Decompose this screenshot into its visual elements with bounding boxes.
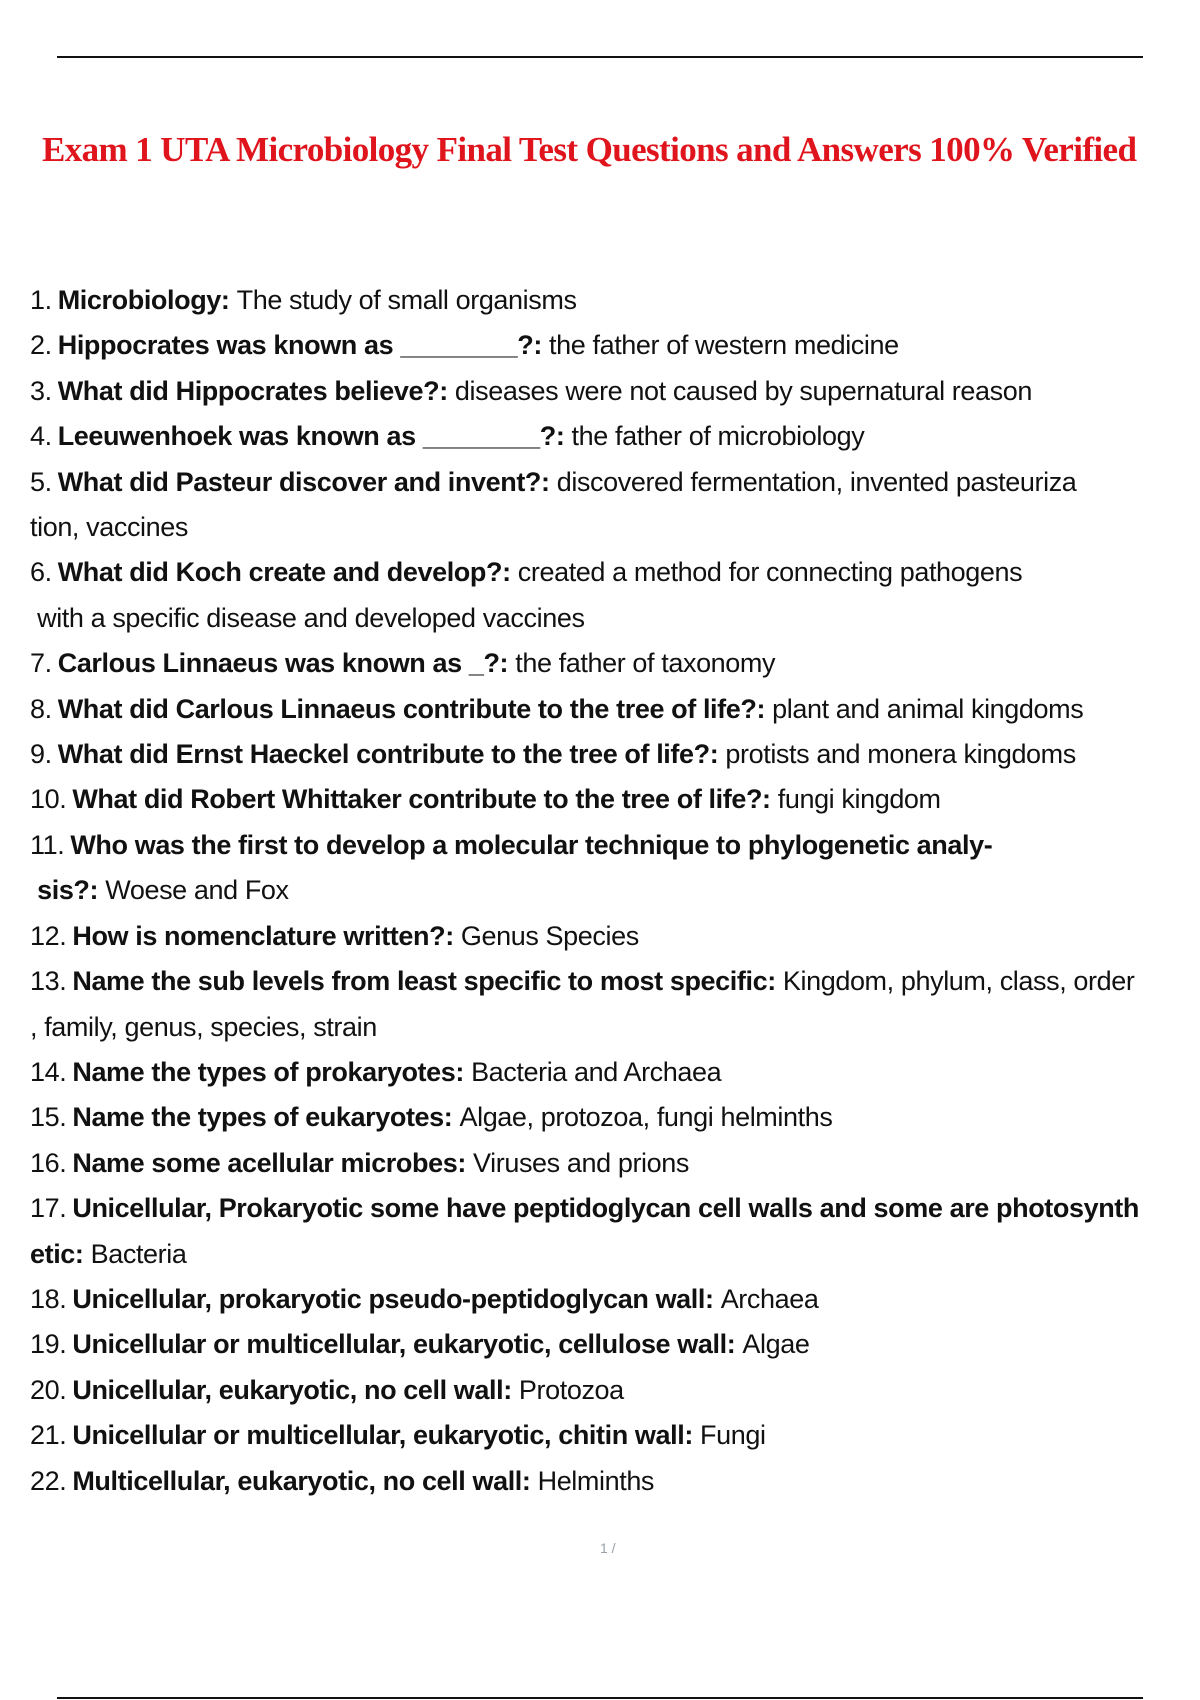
answer-text: Viruses and prions [473,1147,689,1178]
qa-item [30,1186,1195,1231]
item-number: 5. [30,466,52,497]
qa-item [30,687,1195,732]
question-text: Multicellular, eukaryotic, no cell wall: [72,1465,538,1496]
question-text: Carlous Linnaeus was known as _?: [57,648,516,679]
item-number: 7. [30,648,52,679]
qa-item [30,823,1195,868]
answer-text: Algae, protozoa, fungi helminths [459,1102,833,1133]
question-text: What did Hippocrates believe?: [57,375,455,406]
answer-text: discovered fermentation, invented pasteuriza [556,466,1077,497]
qa-list [30,278,1195,1504]
question-text: What did Ernst Haeckel contribute to the tree of life?: [57,739,726,770]
question-text: Hippocrates was known as ________?: [57,330,550,361]
answer-text: The study of small organisms [236,285,577,315]
item-number: 1. [30,285,52,315]
question-text: Who was the first to develop a molecular technique to phylogenetic analy- [70,829,993,860]
answer-text: with a specific disease and developed vaccines [30,602,585,633]
answer-text: Archaea [720,1283,819,1314]
answer-text: Genus Species [460,920,639,951]
answer-text: the father of western medicine [549,330,899,361]
qa-item [30,732,1195,777]
qa-item [30,1095,1195,1140]
qa-item-continuation [30,868,1195,913]
answer-text: , family, genus, species, strain [30,1011,377,1042]
qa-item [30,1141,1195,1186]
question-text: Name the types of eukaryotes: [72,1102,460,1133]
question-text: What did Pasteur discover and invent?: [57,466,557,497]
question-text: Leeuwenhoek was known as ________?: [57,421,572,452]
qa-item [30,1322,1195,1367]
bottom-rule [57,1697,1143,1699]
question-text: What did Carlous Linnaeus contribute to the tree of life?: [57,693,773,724]
answer-text: protists and monera kingdoms [725,739,1076,770]
qa-item [30,278,1195,323]
qa-item [30,460,1195,505]
qa-item [30,369,1195,414]
item-number: 17. [30,1193,67,1224]
qa-item [30,641,1195,686]
item-number: 11. [30,829,65,860]
qa-item [30,550,1195,595]
item-number: 9. [30,739,52,770]
question-text: Unicellular or multicellular, eukaryotic, cellulose wall: [72,1329,743,1360]
answer-text: tion, vaccines [30,512,188,543]
item-number: 13. [30,966,67,997]
answer-text: Fungi [700,1420,766,1451]
top-rule [57,56,1143,58]
answer-text: Helminths [537,1465,655,1496]
answer-text: plant and animal kingdoms [772,693,1084,724]
qa-item [30,1277,1195,1322]
question-text: What did Robert Whittaker contribute to the tree of life?: [72,784,778,815]
item-number: 22. [30,1465,67,1496]
qa-item [30,777,1195,822]
item-number: 3. [30,375,52,406]
qa-item-continuation [30,596,1195,641]
question-text: Name the types of prokaryotes: [72,1056,472,1087]
qa-item [30,414,1195,459]
answer-text: Kingdom, phylum, class, order [782,966,1135,997]
page-marker: 1 / [600,1540,616,1556]
question-text: What did Koch create and develop?: [57,557,518,588]
item-number: 10. [30,784,67,815]
question-text: Unicellular or multicellular, eukaryotic, chitin wall: [72,1420,701,1451]
answer-text: Bacteria and Archaea [471,1056,722,1087]
item-number: 4. [30,421,52,452]
item-number: 20. [30,1374,67,1405]
answer-text: fungi kingdom [777,784,941,815]
answer-text: Algae [742,1329,810,1360]
qa-item [30,323,1195,368]
question-text: etic: [30,1238,91,1269]
item-number: 2. [30,330,52,361]
qa-item [30,1413,1195,1458]
qa-item [30,959,1195,1004]
item-number: 18. [30,1283,67,1314]
item-number: 14. [30,1056,67,1087]
question-text: How is nomenclature written?: [72,920,461,951]
answer-text: diseases were not caused by supernatural reason [454,375,1032,406]
question-text: Name the sub levels from least specific to most specific: [72,966,783,997]
item-number: 19. [30,1329,67,1360]
answer-text: Bacteria [90,1238,187,1269]
item-number: 15. [30,1102,67,1133]
qa-item-continuation [30,1232,1195,1277]
answer-text: the father of microbiology [571,421,865,452]
qa-item [30,1368,1195,1413]
answer-text: created a method for connecting pathogens [517,557,1023,588]
qa-item-continuation [30,1005,1195,1050]
question-text: Name some acellular microbes: [72,1147,474,1178]
question-text: Unicellular, eukaryotic, no cell wall: [72,1374,519,1405]
qa-item [30,1459,1195,1504]
item-number: 12. [30,920,67,951]
question-text: Unicellular, Prokaryotic some have peptidoglycan cell walls and some are photosynth [72,1193,1139,1224]
qa-item [30,914,1195,959]
question-text: sis?: [30,875,106,906]
item-number: 16. [30,1147,67,1178]
answer-text: Protozoa [518,1374,624,1405]
answer-text: Woese and Fox [105,875,289,906]
answer-text: the father of taxonomy [515,648,776,679]
item-number: 6. [30,557,52,588]
item-number: 8. [30,693,52,724]
qa-item-continuation [30,505,1195,550]
question-text: Unicellular, prokaryotic pseudo-peptidoglycan wall: [72,1283,721,1314]
item-number: 21. [30,1420,67,1451]
question-text: Microbiology: [57,285,237,315]
qa-item [30,1050,1195,1095]
document-title: Exam 1 UTA Microbiology Final Test Questions and Answers 100% Verified [42,130,1137,169]
